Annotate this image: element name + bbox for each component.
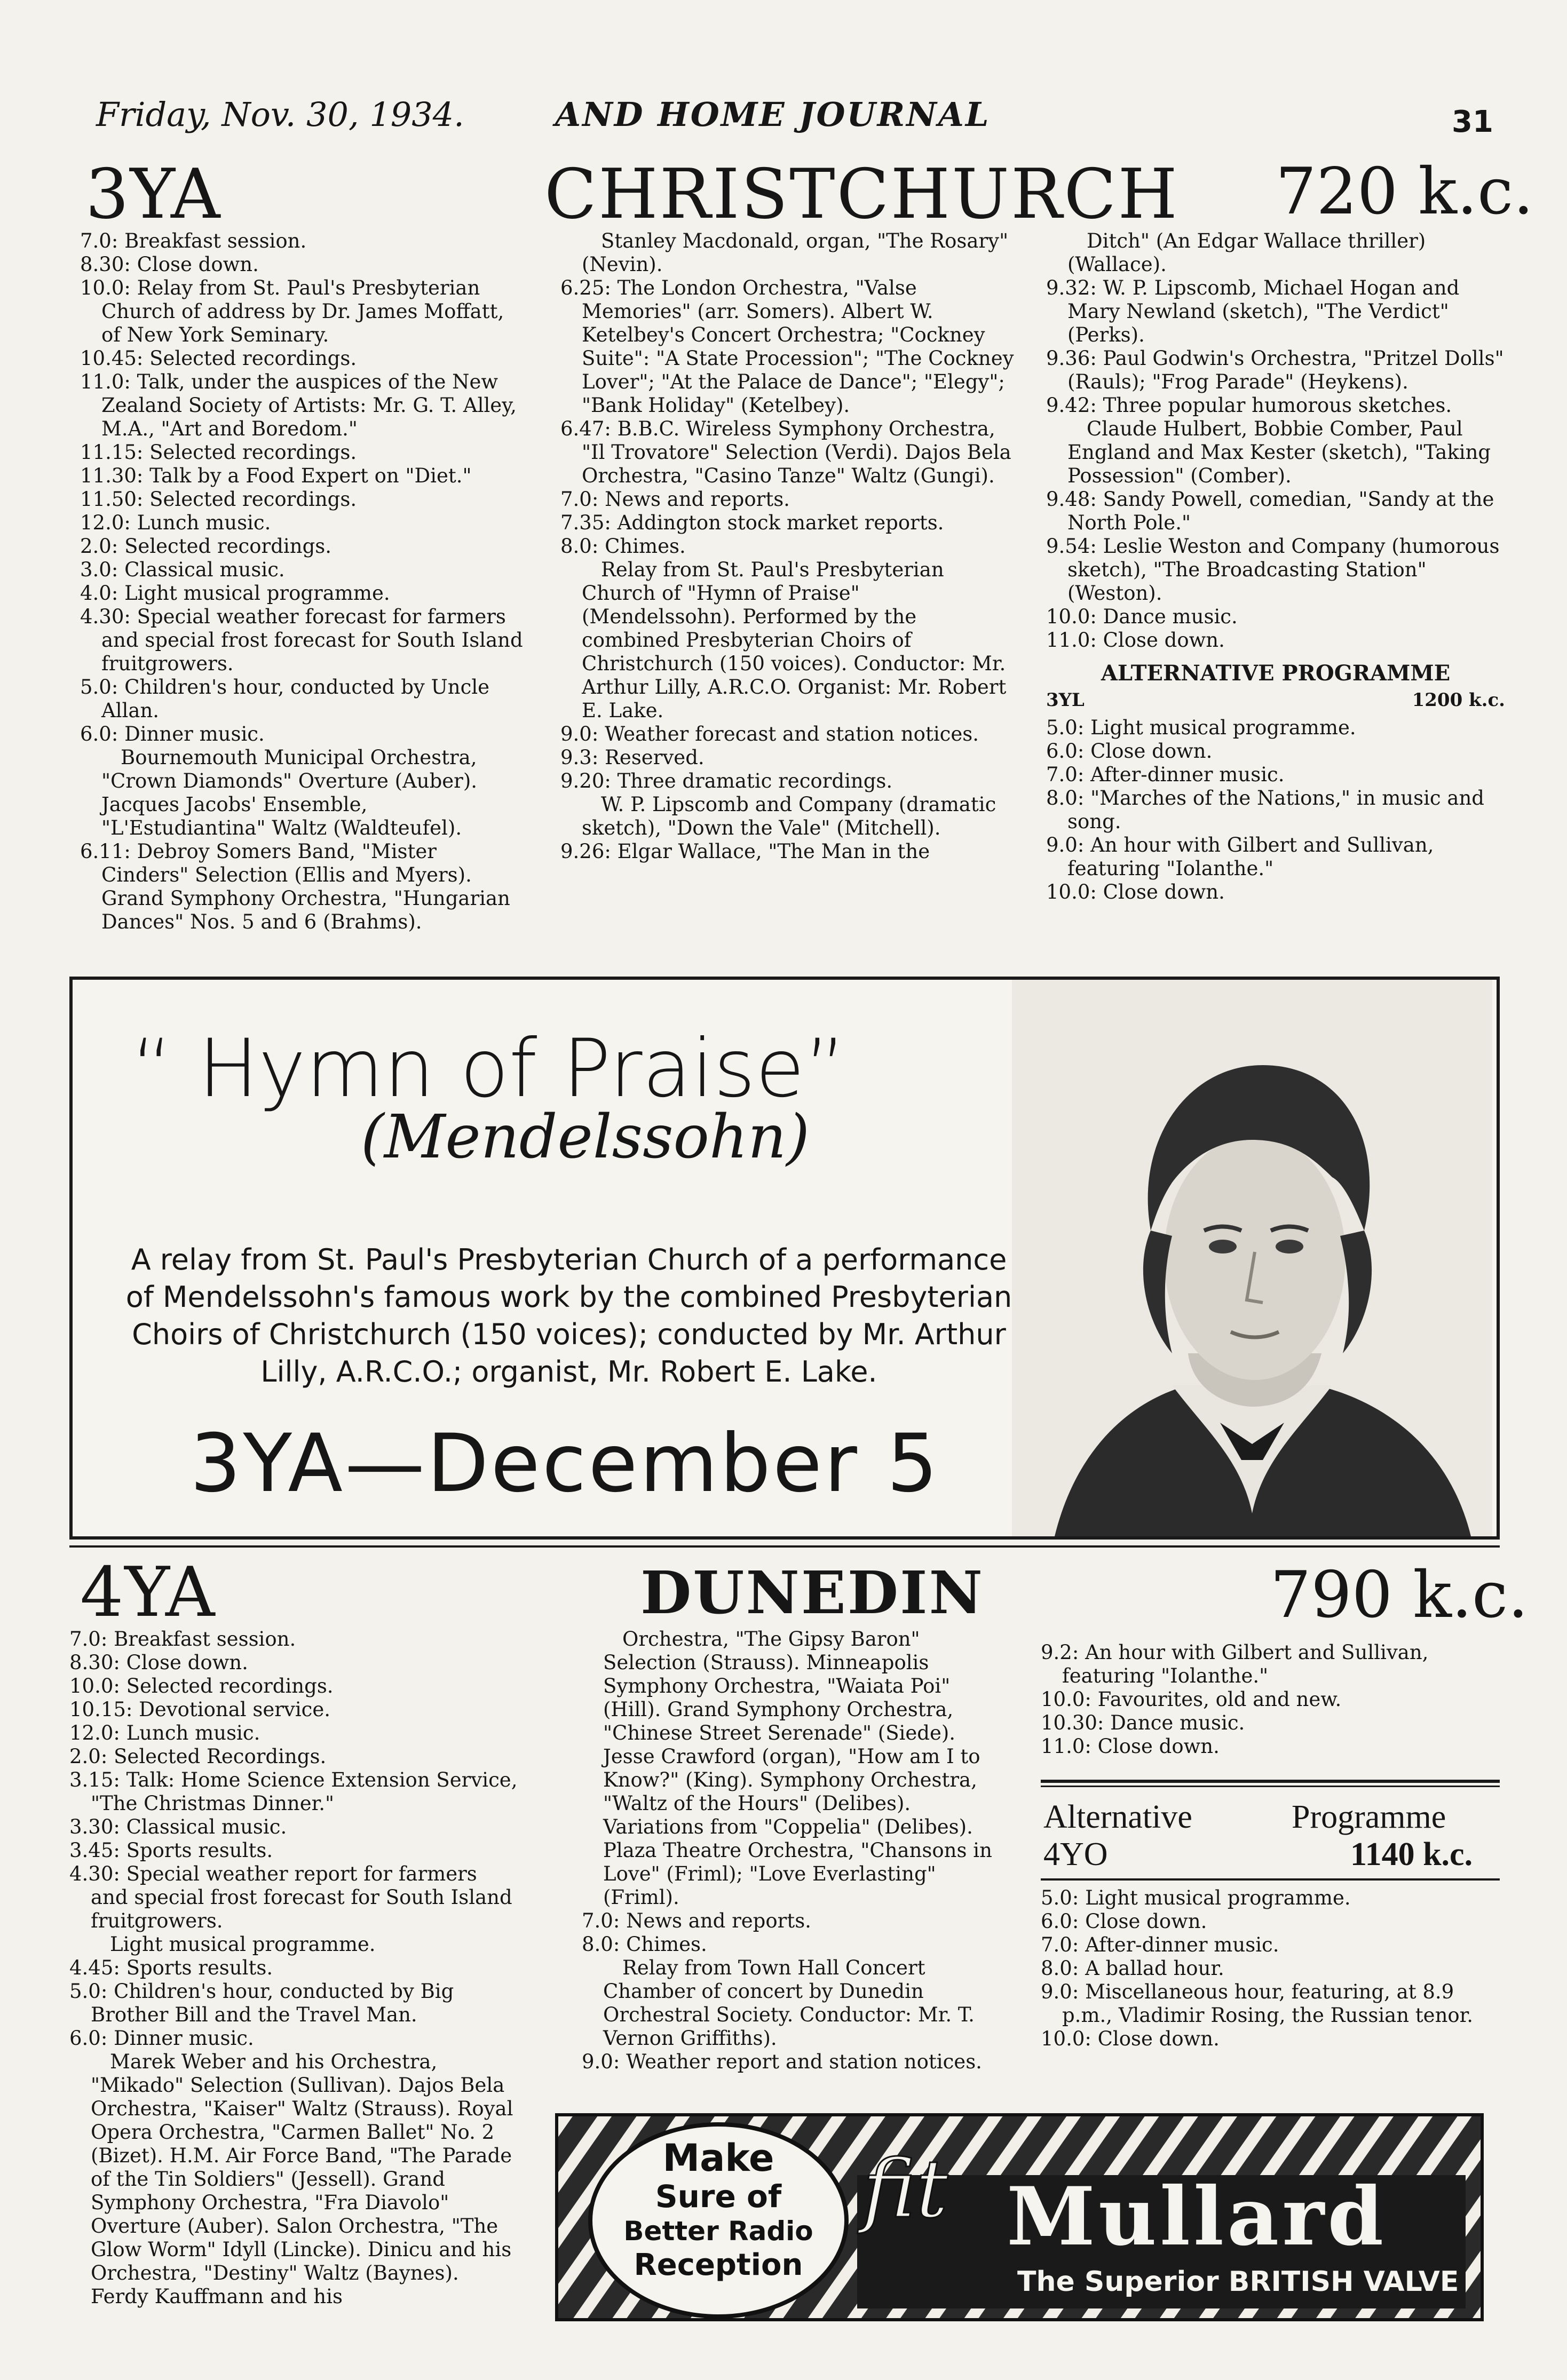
ad-line-3: Better Radio: [623, 2216, 813, 2247]
programme-item: 3.30: Classical music.: [69, 1815, 287, 1838]
column-4ya-3: [1041, 1641, 1500, 1758]
banner-subtitle: (Mendelssohn): [361, 1102, 810, 1172]
programme-item: 8.0: A ballad hour.: [1041, 1957, 1224, 1980]
programme-item: 7.0: News and reports.: [560, 488, 790, 511]
alt-4yo-frequency: 1140 k.c.: [1350, 1836, 1473, 1873]
alt-3yl-row: [1046, 688, 1505, 712]
programme-item: 10.15: Devotional service.: [69, 1698, 331, 1721]
issue-date: Friday, Nov. 30, 1934.: [96, 95, 464, 134]
programme-item: 11.30: Talk by a Food Expert on "Diet.": [80, 464, 472, 487]
programme-item: 9.36: Paul Godwin's Orchestra, "Pritzel Dolls" (Rauls); "Frog Parade" (Heykens).: [1046, 347, 1504, 393]
programme-item: 2.0: Selected recordings.: [80, 535, 332, 558]
programme-item: 9.26: Elgar Wallace, "The Man in the: [560, 840, 930, 863]
alt-programme-heading: ALTERNATIVE PROGRAMME: [1101, 661, 1451, 686]
programme-item: W. P. Lipscomb and Company (dramatic sketch), "Down the Vale" (Mitchell).: [582, 793, 996, 839]
programme-item: 10.0: Relay from St. Paul's Presbyterian Church of address by Dr. James Moffatt, of New York Seminary.: [80, 276, 504, 346]
ad-line-4: Reception: [634, 2248, 803, 2282]
journal-title: AND HOME JOURNAL: [555, 95, 991, 134]
programme-item: 11.0: Close down.: [1046, 629, 1225, 652]
mendelssohn-portrait: [1012, 980, 1492, 1536]
programme-item: 10.45: Selected recordings.: [80, 347, 357, 370]
programme-item: 10.30: Dance music.: [1041, 1711, 1245, 1734]
programme-item: 11.0: Talk, under the auspices of the New Zealand Society of Artists: Mr. G. T. Alley, M.A., "Art and Boredom.": [80, 370, 517, 440]
programme-item: Light musical programme.: [110, 1933, 376, 1956]
ad-make-sure: [622, 2138, 814, 2283]
programme-item: Orchestra, "The Gipsy Baron" Selection (Strauss). Minneapolis Symphony Orchestra, "Waiata Poi" (Hill). Grand Symphony Orchestra, "Chinese Street Serenade" (Siede). Jesse Crawford (organ), "How am I to Know?" (King). Symphony Orchestra, "Waltz of the Hours" (Delibes). Variations from "Coppelia" (Delibes). Plaza Theatre Orchestra, "Chansons in Love" (Friml); "Love Everlasting" (Friml).: [603, 1628, 992, 1909]
alt-4yo-station: 4YO: [1043, 1836, 1108, 1873]
alt-3yl-station: 3YL: [1046, 689, 1085, 711]
station-4ya: 4YA: [80, 1553, 216, 1632]
programme-item: 12.0: Lunch music.: [69, 1721, 260, 1744]
alt-4yo-title-left: Alternative: [1043, 1799, 1192, 1835]
programme-item: 9.0: An hour with Gilbert and Sullivan, featuring "Iolanthe.": [1046, 834, 1434, 880]
column-3ya-2: [560, 229, 1014, 863]
alt-4yo-rule-top-thin: [1041, 1786, 1500, 1787]
programme-item: 8.30: Close down.: [69, 1651, 248, 1674]
city-dunedin: DUNEDIN: [640, 1558, 985, 1627]
programme-item: 5.0: Children's hour, conducted by Uncle Allan.: [80, 676, 490, 722]
programme-item: 3.45: Sports results.: [69, 1839, 273, 1862]
column-4ya-1: [69, 1628, 518, 2308]
programme-item: 9.48: Sandy Powell, comedian, "Sandy at the North Pole.": [1046, 488, 1494, 534]
programme-item: 2.0: Selected Recordings.: [69, 1745, 327, 1768]
programme-item: Stanley Macdonald, organ, "The Rosary" (Nevin).: [582, 229, 1009, 276]
programme-item: 4.45: Sports results.: [69, 1956, 273, 1979]
banner-title: “ Hymn of Praise”: [131, 1022, 846, 1115]
alt-4yo-list: [1041, 1886, 1500, 2051]
programme-item: 5.0: Light musical programme.: [1046, 716, 1356, 739]
programme-item: 10.0: Dance music.: [1046, 605, 1238, 628]
programme-item: Claude Hulbert, Bobbie Comber, Paul England and Max Kester (sketch), "Taking Possession" (Comber).: [1067, 417, 1491, 487]
programme-item: 9.0: Weather forecast and station notices.: [560, 723, 979, 745]
alt-3yl-frequency: 1200 k.c.: [1412, 689, 1505, 711]
programme-item: 9.54: Leslie Weston and Company (humorous sketch), "The Broadcasting Station" (Weston).: [1046, 535, 1500, 605]
programme-item: 12.0: Lunch music.: [80, 511, 271, 534]
programme-item: Ditch" (An Edgar Wallace thriller) (Wallace).: [1067, 229, 1426, 276]
programme-item: 6.0: Dinner music.: [80, 723, 265, 745]
alt-4yo-rule-top: [1041, 1780, 1500, 1783]
programme-item: 6.0: Close down.: [1046, 740, 1213, 763]
programme-item: 9.2: An hour with Gilbert and Sullivan, featuring "Iolanthe.": [1041, 1641, 1429, 1687]
programme-item: 9.20: Three dramatic recordings.: [560, 769, 893, 792]
frequency-4ya: 790 k.c.: [1270, 1558, 1529, 1632]
column-3ya-1: [80, 229, 523, 934]
programme-item: 7.0: Breakfast session.: [69, 1628, 296, 1651]
programme-item: 6.0: Close down.: [1041, 1910, 1207, 1933]
programme-item: 9.0: Weather report and station notices.: [582, 2050, 982, 2073]
programme-item: 5.0: Children's hour, conducted by Big Brother Bill and the Travel Man.: [69, 1980, 454, 2026]
column-3ya-3: [1046, 229, 1505, 904]
programme-item: 6.47: B.B.C. Wireless Symphony Orchestra, "Il Trovatore" Selection (Verdi). Dajos Bela Orchestra, "Casino Tanze" Waltz (Gungi).: [560, 417, 1011, 487]
programme-item: 9.32: W. P. Lipscomb, Michael Hogan and Mary Newland (sketch), "The Verdict" (Perks).: [1046, 276, 1460, 346]
column-4ya-2: [582, 1628, 1009, 2074]
programme-item: 7.0: After-dinner music.: [1046, 763, 1285, 786]
station-3ya: 3YA: [85, 155, 221, 234]
programme-item: 9.42: Three popular humorous sketches.: [1046, 394, 1452, 417]
ad-line-2: Sure of: [655, 2178, 782, 2215]
programme-item: 7.0: After-dinner music.: [1041, 1933, 1279, 1956]
frequency-3ya: 720 k.c.: [1276, 155, 1534, 229]
mullard-ad: [555, 2113, 1484, 2321]
programme-item: 7.0: Breakfast session.: [80, 229, 307, 252]
programme-item: 8.0: "Marches of the Nations," in music and song.: [1046, 787, 1484, 833]
programme-item: 4.30: Special weather forecast for farmers and special frost forecast for South Island fruitgrowers.: [80, 605, 523, 675]
programme-item: 9.0: Miscellaneous hour, featuring, at 8.9 p.m., Vladimir Rosing, the Russian tenor.: [1041, 1980, 1474, 2027]
programme-item: Marek Weber and his Orchestra, "Mikado" Selection (Sullivan). Dajos Bela Orchestra, "Kaiser" Waltz (Strauss). Royal Opera Orchestra, "Carmen Ballet" No. 2 (Bizet). H.M. Air Force Band, "The Parade of the Tin Soldiers" (Jessell). Grand Symphony Orchestra, "Fra Diavolo" Overture (Auber). Salon Orchestra, "The Glow Worm" Idyll (Lincke). Dinicu and his Orchestra, "Destiny" Waltz (Baynes). Ferdy Kauffmann and his: [91, 2050, 513, 2308]
programme-item: Relay from St. Paul's Presbyterian Church of "Hymn of Praise" (Mendelssohn). Performed by the combined Presbyterian Choirs of Christchurch (150 voices). Conductor: Mr. Arthur Lilly, A.R.C.O. Organist: Mr. Robert E. Lake.: [582, 558, 1007, 722]
programme-item: 11.0: Close down.: [1041, 1735, 1220, 1758]
ad-tagline: The Superior BRITISH VALVE: [1017, 2266, 1459, 2298]
programme-item: 10.0: Close down.: [1041, 2027, 1220, 2050]
hymn-banner: [69, 977, 1500, 1540]
programme-item: 8.0: Chimes.: [582, 1933, 707, 1956]
programme-item: 11.15: Selected recordings.: [80, 441, 357, 464]
alt-3yl-list: [1046, 716, 1505, 904]
ad-brand: Mullard: [1007, 2170, 1387, 2264]
city-christchurch: CHRISTCHURCH: [544, 155, 1179, 234]
programme-item: 11.50: Selected recordings.: [80, 488, 357, 511]
programme-item: 6.0: Dinner music.: [69, 2027, 254, 2050]
alt-4yo-title-right: Programme: [1292, 1799, 1446, 1835]
programme-item: 10.0: Selected recordings.: [69, 1675, 334, 1697]
programme-item: 10.0: Favourites, old and new.: [1041, 1688, 1342, 1711]
banner-body: A relay from St. Paul's Presbyterian Church of a performance of Mendelssohn's famous work by the combined Presbyterian Choirs of Christchurch (150 voices); conducted by Mr. Arthur Lilly, A.R.C.O.; organist, Mr. Robert E. Lake.: [125, 1243, 1012, 1389]
programme-item: 8.0: Chimes.: [560, 535, 686, 558]
programme-item: 10.0: Close down.: [1046, 880, 1225, 903]
programme-item: Bournemouth Municipal Orchestra, "Crown Diamonds" Overture (Auber). Jacques Jacobs' Ensemble, "L'Estudiantina" Waltz (Waldteufel).: [101, 746, 478, 839]
programme-item: 3.0: Classical music.: [80, 558, 285, 581]
programme-item: 7.35: Addington stock market reports.: [560, 511, 944, 534]
portrait-illustration: [1012, 980, 1492, 1536]
programme-item: 5.0: Light musical programme.: [1041, 1886, 1351, 1909]
programme-item: 6.11: Debroy Somers Band, "Mister Cinders" Selection (Ellis and Myers). Grand Symphony Orchestra, "Hungarian Dances" Nos. 5 and 6 (Brahms).: [80, 840, 510, 933]
section-divider: [69, 1545, 1500, 1548]
programme-item: 7.0: News and reports.: [582, 1909, 811, 1932]
programme-item: 4.0: Light musical programme.: [80, 582, 390, 605]
programme-item: 9.3: Reserved.: [560, 746, 705, 769]
alt-4yo-rule-bottom: [1041, 1878, 1500, 1881]
ad-fit: fit: [862, 2143, 948, 2236]
programme-item: 4.30: Special weather report for farmers and special frost forecast for South Island fruitgrowers.: [69, 1862, 512, 1932]
programme-item: 8.30: Close down.: [80, 253, 259, 276]
ad-line-1: Make: [662, 2136, 774, 2180]
banner-footer: 3YA—December 5: [190, 1417, 940, 1510]
programme-item: 3.15: Talk: Home Science Extension Service, "The Christmas Dinner.": [69, 1768, 518, 1815]
programme-item: Relay from Town Hall Concert Chamber of concert by Dunedin Orchestral Society. Conductor: Mr. T. Vernon Griffiths).: [603, 1956, 975, 2050]
column-3ya-3-list: [1046, 229, 1505, 652]
programme-item: 6.25: The London Orchestra, "Valse Memories" (arr. Somers). Albert W. Ketelbey's Concert Orchestra; "Cockney Suite": "A State Procession"; "The Cockney Lover"; "At the Palace de Dance"; "Elegy"; "Bank Holiday" (Ketelbey).: [560, 276, 1014, 417]
page-number: 31: [1452, 105, 1493, 139]
